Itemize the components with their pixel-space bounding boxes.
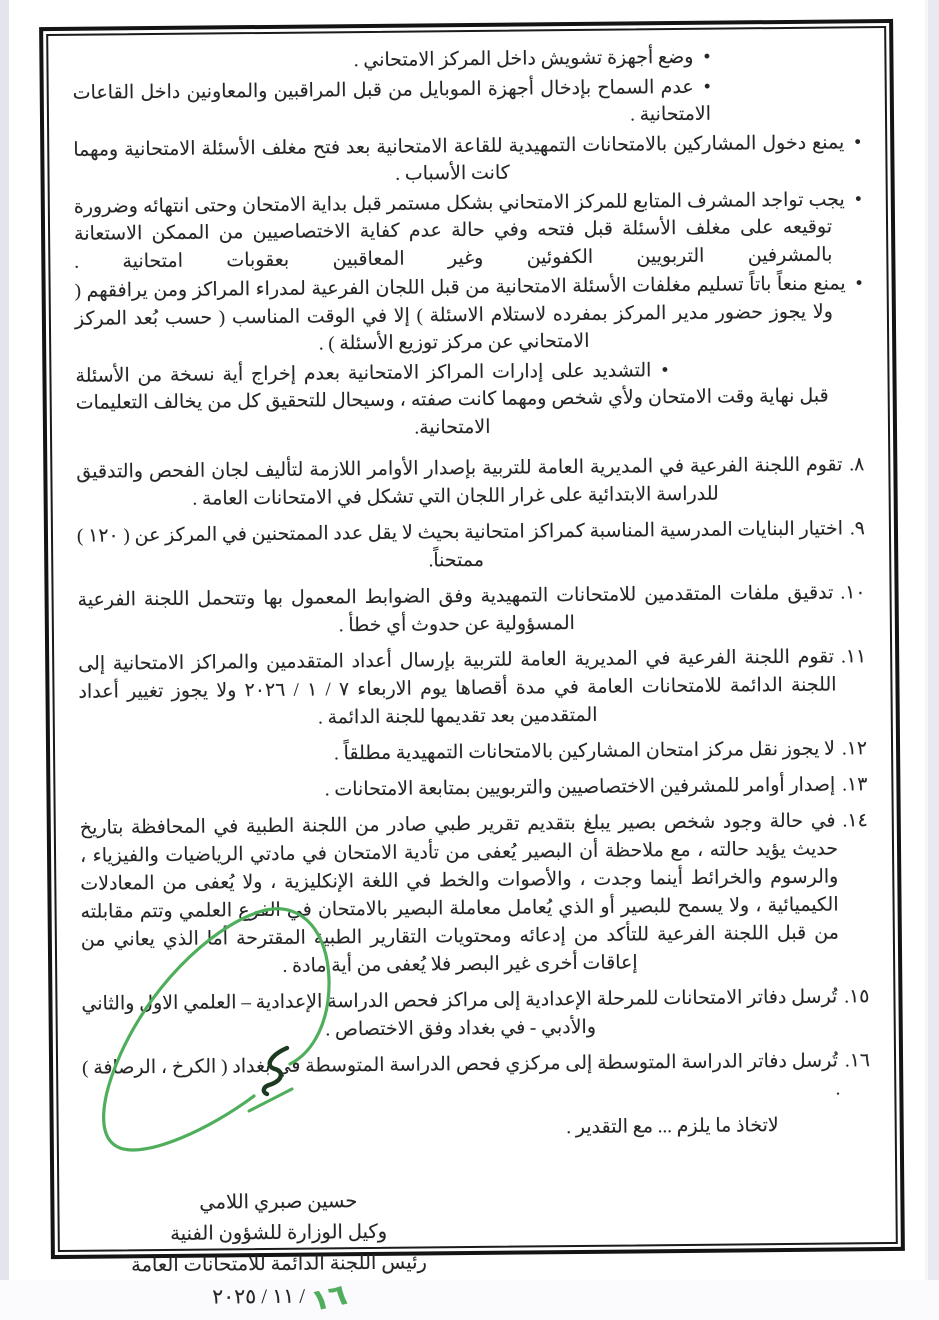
item-text: تُرسل دفاتر الدراسة المتوسطة إلى مركزي فحص الدراسة المتوسطة في بغداد ( الكرخ ، الرصافة ) .	[82, 1050, 841, 1100]
signature-date	[94, 1276, 464, 1318]
bullet-text: يمنع منعاً باتاً تسليم مغلفات الأسئلة الامتحانية من قبل اللجان الفرعية لمدراء المراكز ومن يرافقهم ( ولا يجوز حضور مدير المركز بمفرده لاستلام الاسئلة ) إلا في الوقت المناسب ( حسب بُعد المركز الامتحاني عن مركز توزيع الأسئلة ) .	[74, 273, 846, 355]
item-text: تقوم اللجنة الفرعية في المديرية العامة للتربية بإصدار الأوامر اللازمة لتأليف لجان الفحص والتدقيق للدراسة الابتدائية على غرار اللجان التي تشكل في الامتحانات العامة .	[76, 454, 843, 510]
bullet-icon: •	[854, 130, 862, 153]
bullet-text: يجب تواجد المشرف المتابع للمركز الامتحاني بشكل مستمر قبل بداية الامتحان وحتى انتهائه وضرورة توقيعه على مغلف الأسئلة قبل فتحه وفي حالة عدم كفاية الاختصاصيين من الممكن الاستعانة بالمشرفين التربويين الكفوئين وغير المعاقبين بعقوبات امتحانية .	[73, 188, 845, 273]
bullet-icon: •	[703, 75, 711, 98]
item-text: تُرسل دفاتر الامتحانات للمرحلة الإعدادية إلى مراكز فحص الدراسة الإعدادية – العلمي الاول والثاني والأدبي - في بغداد وفق الاختصاص .	[81, 986, 838, 1041]
numbered-item-15	[81, 983, 870, 1047]
signatory-title-2: رئيس اللجنة الدائمة للامتحانات العامة	[131, 1252, 427, 1277]
bullet-item	[74, 186, 863, 276]
item-text: تقوم اللجنة الفرعية في المديرية العامة للتربية بإرسال أعداد المتقدمين والمراكز الامتحانية إلى اللجنة الدائمة للامتحانات العامة في مدة أقصاها يوم الاربعاء ٧ / ١ / ٢٠٢٦ ولا يجوز تغيير أعداد المتقدمين بعد تقديمها للجنة الدائمة .	[78, 646, 837, 729]
numbered-item-10	[77, 579, 866, 643]
item-number: ٩.	[849, 518, 866, 540]
signatory-title-1: وكيل الوزارة للشؤون الفنية	[170, 1221, 388, 1245]
signature-block	[93, 1185, 464, 1316]
bullet-text: يمنع دخول المشاركين بالامتحانات التمهيدية للقاعة الامتحانية بعد فتح مغلف الأسئلة الامتحانية ومهما كانت الأسباب .	[73, 131, 845, 185]
numbered-item-11	[78, 643, 867, 735]
item-text: اختيار البنايات المدرسية المناسبة كمراكز امتحانية بحيث لا يقل عدد الممتحنين في المركز عن ( ١٢٠ ) ممتحناً.	[76, 518, 844, 572]
bullet-icon: •	[703, 45, 711, 68]
photo-left-edge	[0, 0, 9, 1280]
item-text: إصدار أوامر للمشرفين الاختصاصيين والتربويين بمتابعة الامتحانات .	[324, 774, 836, 801]
item-number: ٨.	[849, 454, 865, 476]
item-number: ١٣.	[842, 774, 868, 796]
item-text: تدقيق ملفات المتقدمين للامتحانات التمهيدية وفق الضوابط المعمول بها وتتحمل اللجنة الفرعية المسؤولية عن حدوث أي خطأ .	[77, 582, 834, 637]
item-number: ١٦.	[844, 1050, 871, 1072]
bullet-icon: •	[661, 358, 669, 381]
item-number: ١٢.	[841, 738, 868, 760]
bullet-item	[75, 270, 864, 360]
handwritten-day: ١٦	[307, 1276, 350, 1318]
photo-right-edge	[925, 0, 939, 1280]
item-text: في حالة وجود شخص بصير يبلغ بتقديم تقرير طبي صادر من اللجنة الطبية في المحافظة بتاريخ حديث يؤيد حالته ، مع ملاحظة أن البصير يُعفى من تأدية الامتحان في مادتي الرياضيات والفيزياء ، والرسوم والخرائط أينما وجدت ، والأصوات والخط في اللغة الإنكليزية ، ولا يُعفى من المعادلات الكيميائية ، ولا يسمح للبصير أو الذي يُعامل معاملة البصير بالامتحان في الفرع العلمي وتتم مقابلته من قبل اللجنة الفرعية للتأكد من إدعائه ومحتويات التقارير الطبية المقترحة أما الذي يعاني من إعاقات أخرى غير البصر فلا يُعفى من أية مادة .	[79, 810, 839, 977]
item-number: ١٠.	[840, 582, 866, 604]
item-number: ١١.	[840, 646, 867, 668]
numbered-list	[76, 451, 870, 1111]
numbered-item-13	[79, 771, 867, 807]
signatory-name: حسين صبري اللامي	[199, 1191, 358, 1214]
bullet-item	[73, 72, 861, 135]
bullet-icon: •	[854, 187, 862, 210]
bullet-item	[75, 355, 864, 445]
bullet-icon: •	[855, 272, 863, 295]
item-number: ١٥.	[844, 986, 870, 1008]
bullet-text: التشديد على إدارات المراكز الامتحانية بعدم إخراج أية نسخة من الأسئلة قبل نهاية وقت الامتحان ولأي شخص ومهما كانت صفته ، وسيحال للتحقيق كل من يخالف التعليمات الامتحانية.	[75, 359, 829, 439]
bullet-text: عدم السماح بإدخال أجهزة الموبايل من قبل المراقبين والمعاونين داخل القاعات الامتحانية .	[72, 76, 712, 126]
item-text: لا يجوز نقل مركز امتحان المشاركين بالامتحانات التمهيدية مطلقاً .	[334, 738, 836, 765]
numbered-item-14	[80, 807, 870, 983]
numbered-item-16	[82, 1047, 871, 1111]
document-frame	[46, 26, 898, 1318]
closing-line: لاتخاذ ما يلزم ... مع التقدير .	[566, 1115, 779, 1139]
numbered-item-9	[77, 515, 866, 579]
bullet-text: وضع أجهزة تشويش داخل المركز الامتحاني .	[353, 46, 694, 72]
bullet-item	[73, 129, 861, 192]
document-content	[48, 28, 896, 1318]
item-number: ١٤.	[842, 810, 868, 832]
bullet-list	[72, 42, 864, 445]
numbered-item-12	[79, 735, 867, 771]
numbered-item-8	[76, 451, 865, 515]
printed-date: / ١١ / ٢٠٢٥	[212, 1285, 306, 1309]
